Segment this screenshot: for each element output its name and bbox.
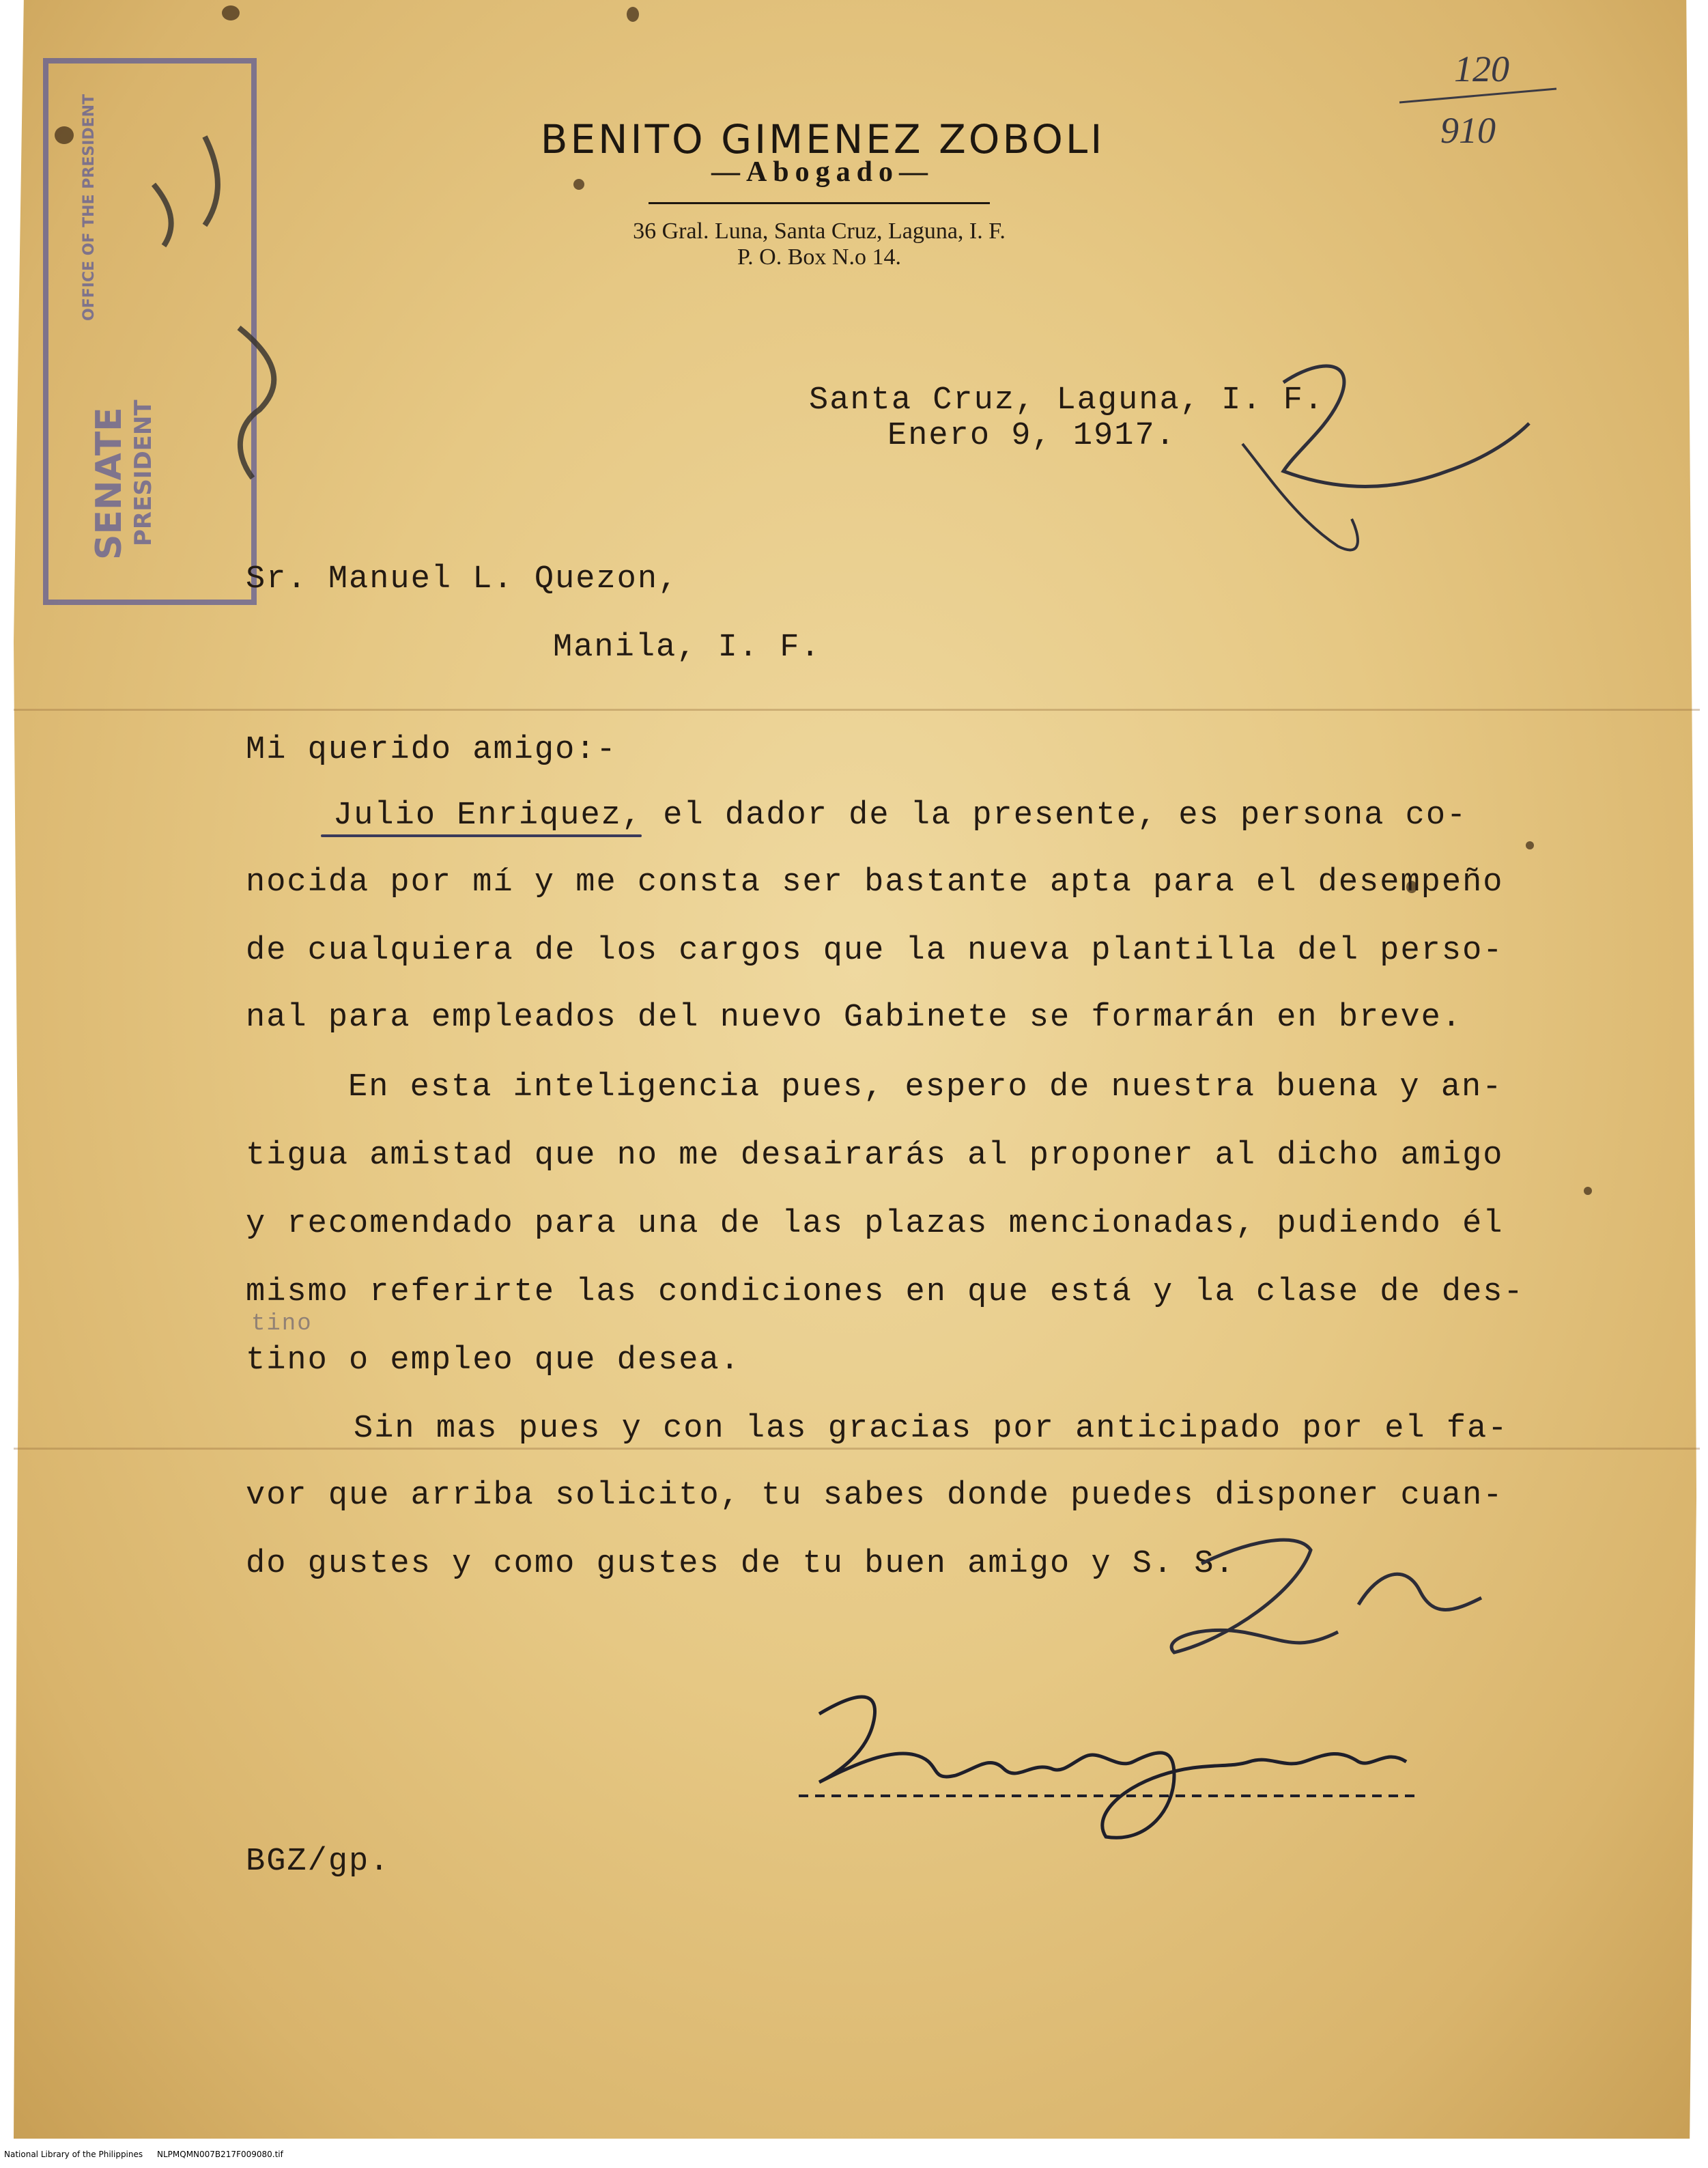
correction-text: tino xyxy=(251,1311,313,1337)
initials: BGZ/gp. xyxy=(246,1844,390,1880)
body-line: Julio Enriquez, el dador de la presente, es persona co- xyxy=(333,798,1468,834)
body-line: nocida por mí y me consta ser bastante apta para el desempeño xyxy=(246,864,1504,901)
letterhead-po-box: P. O. Box N.o 14. xyxy=(737,244,901,270)
body-line: de cualquiera de los cargos que la nueva plantilla del perso- xyxy=(246,933,1504,969)
body-line: Sin mas pues y con las gracias por anticipado por el fa- xyxy=(354,1411,1509,1447)
place-line: Santa Cruz, Laguna, I. F. xyxy=(809,382,1325,419)
body-line: vor que arriba solicito, tu sabes donde puedes disponer cuan- xyxy=(246,1478,1504,1514)
addressee-city: Manila, I. F. xyxy=(553,630,821,666)
body-line: do gustes y como gustes de tu buen amigo y S. S. xyxy=(246,1546,1236,1582)
body-line: En esta inteligencia pues, espero de nuestra buena y an- xyxy=(348,1069,1503,1106)
salutation: Mi querido amigo:- xyxy=(246,732,617,768)
letterhead-address: 36 Gral. Luna, Santa Cruz, Laguna, I. F. xyxy=(633,219,1006,244)
body-line: mismo referirte las condiciones en que está y la clase de des- xyxy=(246,1274,1524,1310)
footer-left: National Library of the Philippines xyxy=(4,2150,143,2159)
handwritten-number: 120 xyxy=(1454,48,1509,89)
footer-right: NLPMQMN007B217F009080.tif xyxy=(157,2150,283,2159)
letterhead-name: BENITO GIMENEZ ZOBOLI xyxy=(540,116,1105,163)
handwritten-number: 910 xyxy=(1440,110,1496,151)
body-line: y recomendado para una de las plazas mencionadas, pudiendo él xyxy=(246,1206,1504,1242)
addressee-name: Sr. Manuel L. Quezon, xyxy=(246,561,679,597)
letterhead-title: —Abogado— xyxy=(711,156,935,188)
body-line: nal para empleados del nuevo Gabinete se formarán en breve. xyxy=(246,1000,1463,1036)
stamp-text-office: OFFICE OF THE PRESIDENT xyxy=(81,94,98,321)
date-line: Enero 9, 1917. xyxy=(887,418,1176,454)
body-line: tino o empleo que desea. xyxy=(246,1342,741,1379)
stamp-text-senate: SENATE xyxy=(89,407,130,560)
body-line: tigua amistad que no me desairarás al proponer al dicho amigo xyxy=(246,1138,1504,1174)
stamp-text-president: PRESIDENT xyxy=(130,399,157,546)
